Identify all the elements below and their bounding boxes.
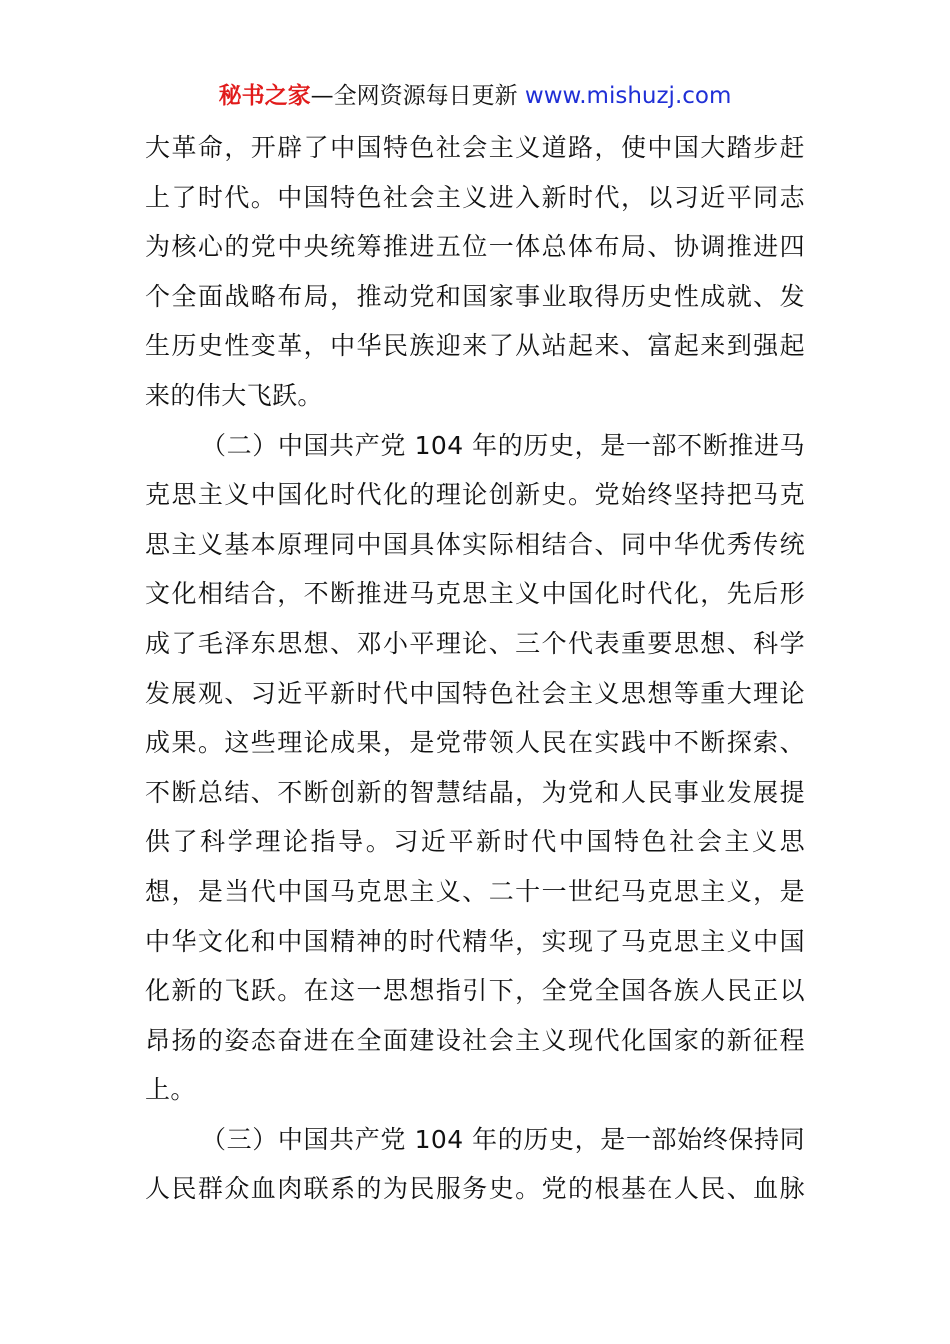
text-line: 不断总结、不断创新的智慧结晶，为党和人民事业发展提 xyxy=(145,777,805,807)
text-line: 上。 xyxy=(145,1075,196,1105)
text-line: 个全面战略布局，推动党和国家事业取得历史性成就、发 xyxy=(145,281,805,311)
page-header xyxy=(0,80,950,112)
document-body xyxy=(145,123,805,1214)
site-url-link[interactable]: www.mishuzj.com xyxy=(524,83,732,109)
text-line: 成果。这些理论成果，是党带领人民在实践中不断探索、 xyxy=(145,728,805,758)
text-line: 来的伟大飞跃。 xyxy=(145,380,323,410)
paragraph-heading-line: （三）中国共产党 104 年的历史，是一部始终保持同 xyxy=(201,1124,805,1154)
text-line: 成了毛泽东思想、邓小平理论、三个代表重要思想、科学 xyxy=(145,628,805,658)
text-line: 化新的飞跃。在这一思想指引下，全党全国各族人民正以 xyxy=(145,976,805,1006)
text-line: 上了时代。中国特色社会主义进入新时代，以习近平同志 xyxy=(145,182,805,212)
text-line: 大革命，开辟了中国特色社会主义道路，使中国大踏步赶 xyxy=(145,133,805,162)
text-line: 思主义基本原理同中国具体实际相结合、同中华优秀传统 xyxy=(145,529,805,559)
brand-name: 秘书之家 xyxy=(218,83,311,109)
header-slogan: —全网资源每日更新 xyxy=(310,83,518,109)
text-line: 生历史性变革，中华民族迎来了从站起来、富起来到强起 xyxy=(145,331,805,361)
text-line: 供了科学理论指导。习近平新时代中国特色社会主义思 xyxy=(145,827,805,857)
text-line: 发展观、习近平新时代中国特色社会主义思想等重大理论 xyxy=(145,678,805,708)
text-line: 昂扬的姿态奋进在全面建设社会主义现代化国家的新征程 xyxy=(145,1025,805,1055)
text-line: 为核心的党中央统筹推进五位一体总体布局、协调推进四 xyxy=(145,232,805,262)
text-line: 想，是当代中国马克思主义、二十一世纪马克思主义，是 xyxy=(145,876,805,906)
text-line: 中华文化和中国精神的时代精华，实现了马克思主义中国 xyxy=(145,926,805,956)
text-line: 克思主义中国化时代化的理论创新史。党始终坚持把马克 xyxy=(145,480,805,510)
paragraph-heading-line: （二）中国共产党 104 年的历史，是一部不断推进马 xyxy=(201,430,805,460)
text-line: 人民群众血肉联系的为民服务史。党的根基在人民、血脉 xyxy=(145,1174,805,1204)
text-line: 文化相结合，不断推进马克思主义中国化时代化，先后形 xyxy=(145,579,805,609)
